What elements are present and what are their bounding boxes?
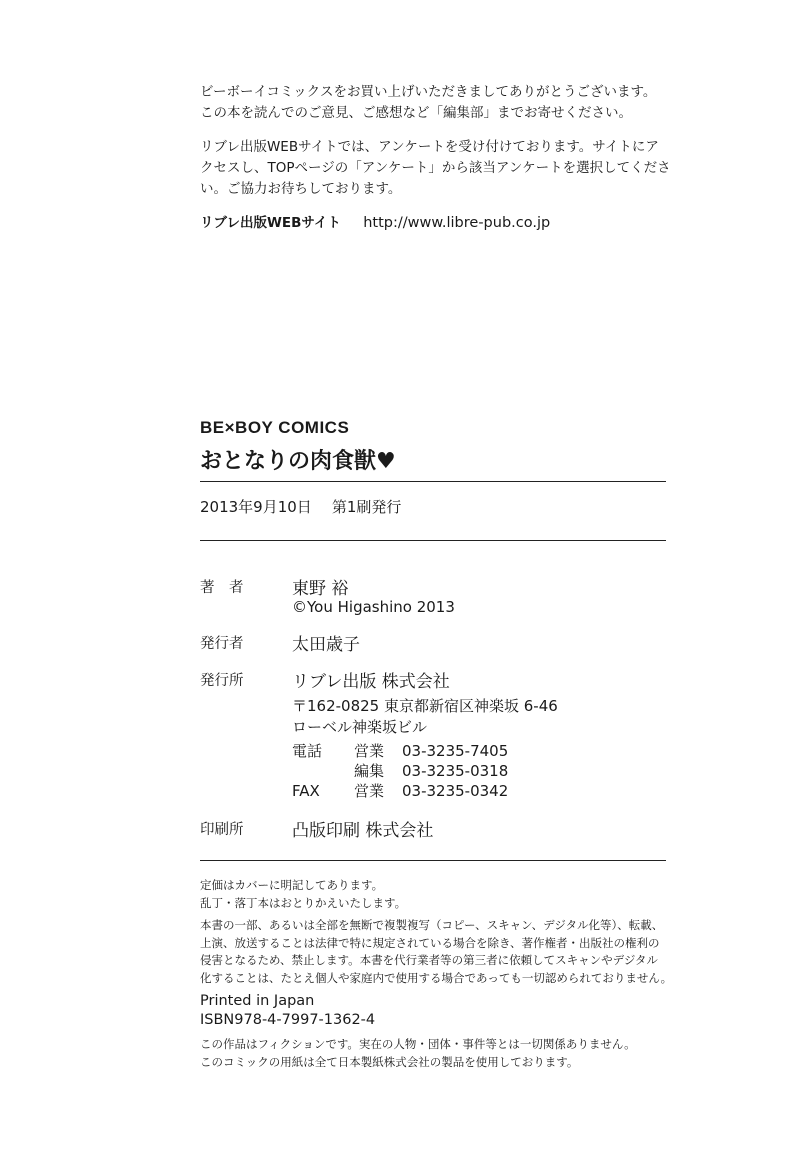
- website-url: http://www.libre-pub.co.jp: [363, 215, 551, 231]
- defect-note: 乱丁・落丁本はおとりかえいたします。: [200, 895, 407, 910]
- price-note: 定価はカバーに明記してあります。: [200, 878, 384, 892]
- fax-key: FAX: [292, 782, 320, 800]
- publication-date-row: [200, 496, 401, 517]
- title-divider: [200, 481, 666, 482]
- copyright-line-2: 上演、放送することは法律で特に規定されている場合を除き、著作権者・出版社の権利の: [200, 935, 660, 950]
- series-label: BE×BOY COMICS: [200, 418, 350, 437]
- tel-key: 電話: [292, 742, 323, 760]
- credits-divider: [200, 860, 666, 861]
- publisher-key: 発行所: [200, 673, 244, 689]
- copyright-line-3: 侵害となるため、禁止します。本書を代行業者等の第三者に依頼してスキャンやデジタル: [200, 953, 658, 967]
- tel-sales-row: [292, 740, 508, 761]
- reader-notice: [200, 82, 671, 234]
- printed-in: Printed in Japan: [200, 993, 315, 1009]
- copyright-line-4: 化することは、たとえ個人や家庭内で使用する場合であっても一切認められておりません。: [200, 970, 673, 985]
- author-key: 著 者: [200, 580, 244, 596]
- author-name: 東野 裕: [292, 579, 349, 599]
- edition: 第1刷発行: [331, 498, 402, 516]
- notice-line-thanks: ビーボーイコミックスをお買い上げいただきましてありがとうございます。: [200, 84, 657, 100]
- book-title: おとなりの肉食獣♥: [200, 449, 396, 474]
- publisher-person: 太田歳子: [292, 635, 360, 655]
- fax-row: [292, 780, 508, 801]
- fax-number: 03-3235-0342: [402, 782, 509, 800]
- isbn: ISBN978-4-7997-1362-4: [200, 1012, 376, 1028]
- copyright-line-1: 本書の一部、あるいは全部を無断で複製複写（コピー、スキャン、デジタル化等）、転載、: [200, 918, 664, 932]
- legal-footer: [200, 877, 672, 1076]
- website-row: [200, 213, 671, 234]
- publisher-name: リブレ出版 株式会社: [292, 672, 450, 692]
- fiction-note: この作品はフィクションです。実在の人物・団体・事件等とは一切関係ありません。: [200, 1037, 636, 1051]
- fax-sales-key: 営業: [354, 782, 385, 800]
- publication-date: 2013年9月10日: [200, 498, 312, 516]
- notice-line-survey-2: クセスし、TOPページの「アンケート」から該当アンケートを選択してくださ: [200, 160, 671, 176]
- publisher-person-key: 発行者: [200, 636, 244, 652]
- notice-line-survey-1: リブレ出版WEBサイトでは、アンケートを受け付けております。サイトにア: [200, 139, 659, 155]
- edit-key: 編集: [354, 762, 385, 780]
- sales-key: 営業: [354, 742, 385, 760]
- notice-line-feedback: この本を読んでのご意見、ご感想など「編集部」までお寄せください。: [200, 105, 632, 121]
- address-line-2: ローベル神楽坂ビル: [292, 718, 428, 736]
- sales-tel: 03-3235-7405: [402, 742, 509, 760]
- website-label: リブレ出版WEBサイト: [200, 215, 341, 231]
- date-divider: [200, 540, 666, 541]
- paper-note: このコミックの用紙は全て日本製紙株式会社の製品を使用しております。: [200, 1054, 579, 1069]
- address-line-1: 〒162-0825 東京都新宿区神楽坂 6-46: [292, 697, 558, 715]
- copyright: ©You Higashino 2013: [292, 598, 455, 616]
- notice-line-survey-3: い。ご協力お待ちしております。: [200, 181, 402, 197]
- printer-name: 凸版印刷 株式会社: [292, 821, 434, 841]
- printer-key: 印刷所: [200, 822, 244, 838]
- tel-edit-row: [292, 760, 508, 781]
- edit-tel: 03-3235-0318: [402, 762, 509, 780]
